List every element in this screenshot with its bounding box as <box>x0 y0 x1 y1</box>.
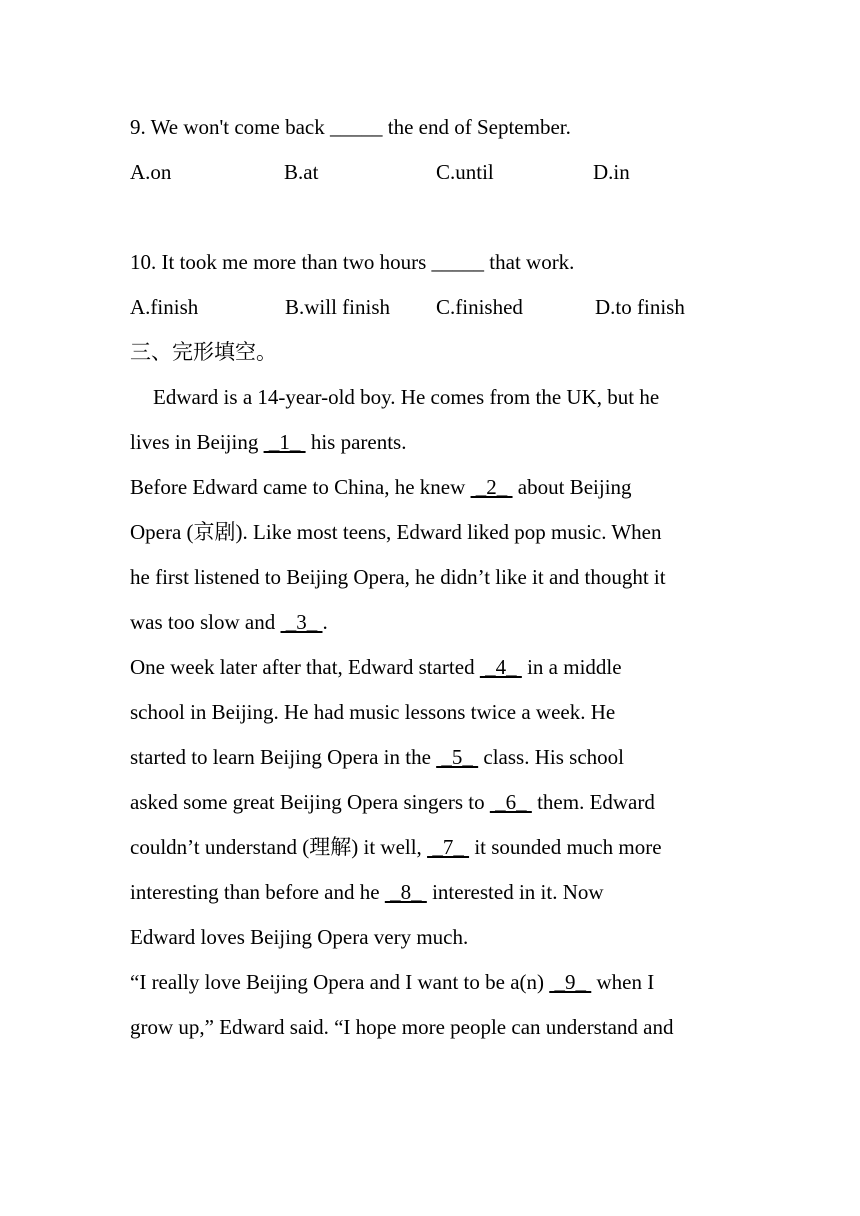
q10-option-c: C.finished <box>436 295 523 319</box>
passage-text: about Beijing <box>512 475 632 499</box>
passage-text: in a middle <box>521 655 622 679</box>
q9-option-a: A.on <box>130 160 172 184</box>
blank-7: _7_ <box>427 835 470 859</box>
passage-line <box>130 970 654 994</box>
passage-line: Opera (京剧). Like most teens, Edward liked pop music. When <box>130 520 662 544</box>
passage-text: One week later after that, Edward started <box>130 655 480 679</box>
passage-text: his parents. <box>305 430 407 454</box>
passage-line <box>130 745 624 769</box>
blank-9: _9_ <box>549 970 592 994</box>
q9-option-c: C.until <box>436 160 494 184</box>
passage-line: school in Beijing. He had music lessons twice a week. He <box>130 700 616 724</box>
passage-text: “I really love Beijing Opera and I want to be a(n) <box>130 970 550 994</box>
passage-text: couldn’t understand (理解) it well, <box>130 835 428 859</box>
blank-1: _1_ <box>263 430 306 454</box>
q9-option-b: B.at <box>284 160 319 184</box>
passage-text: when I <box>591 970 655 994</box>
passage-line: Edward is a 14-year-old boy. He comes from the UK, but he <box>153 385 660 409</box>
passage-text: lives in Beijing <box>130 430 264 454</box>
blank-2: _2_ <box>470 475 513 499</box>
question-9-stem: 9. We won't come back _____ the end of September. <box>130 115 571 139</box>
passage-text: interesting than before and he <box>130 880 385 904</box>
passage-text: . <box>322 610 328 634</box>
passage-text: asked some great Beijing Opera singers to <box>130 790 490 814</box>
passage-line <box>130 790 655 814</box>
blank-5: _5_ <box>436 745 479 769</box>
passage-text: them. Edward <box>531 790 655 814</box>
passage-line <box>130 610 328 634</box>
question-10-stem: 10. It took me more than two hours _____ that work. <box>130 250 575 274</box>
blank-4: _4_ <box>479 655 522 679</box>
passage-line: he first listened to Beijing Opera, he didn’t like it and thought it <box>130 565 666 589</box>
blank-8: _8_ <box>384 880 427 904</box>
passage-line <box>130 475 632 499</box>
passage-line: grow up,” Edward said. “I hope more people can understand and <box>130 1015 674 1039</box>
passage-line <box>130 880 604 904</box>
passage-text: started to learn Beijing Opera in the <box>130 745 437 769</box>
q10-option-a: A.finish <box>130 295 199 319</box>
passage-text: interested in it. Now <box>426 880 604 904</box>
q10-option-b: B.will finish <box>285 295 391 319</box>
q9-option-d: D.in <box>593 160 630 184</box>
passage-text: it sounded much more <box>469 835 662 859</box>
blank-3: _3_ <box>280 610 323 634</box>
passage-line <box>130 835 662 859</box>
passage-line <box>130 655 622 679</box>
passage-line: Edward loves Beijing Opera very much. <box>130 925 469 949</box>
passage-line <box>130 430 406 454</box>
section-title: 三、完形填空。 <box>130 340 277 364</box>
passage-text: class. His school <box>478 745 624 769</box>
passage-text: Before Edward came to China, he knew <box>130 475 471 499</box>
q10-option-d: D.to finish <box>595 295 685 319</box>
blank-6: _6_ <box>489 790 532 814</box>
passage-text: was too slow and <box>130 610 281 634</box>
